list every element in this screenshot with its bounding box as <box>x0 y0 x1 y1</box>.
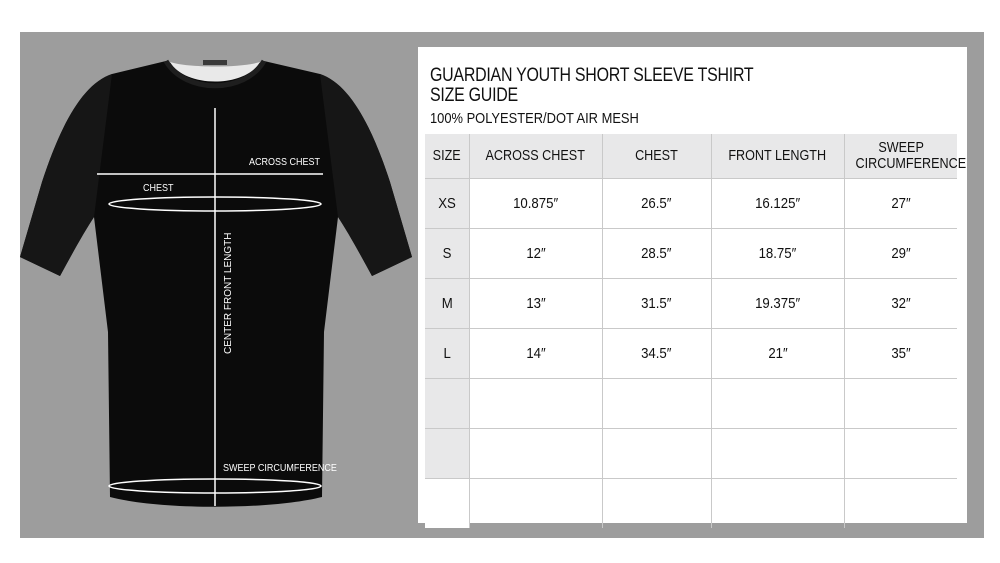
header-chest: CHEST <box>602 134 711 179</box>
front-length-cell: 18.75″ <box>711 229 844 279</box>
sweep-cell: 29″ <box>844 229 957 279</box>
guide-title-line2: SIZE GUIDE <box>430 85 518 106</box>
tshirt-diagram <box>20 32 416 538</box>
chest-cell: 31.5″ <box>602 279 711 329</box>
size-cell: L <box>425 329 469 379</box>
sweep-cell: 27″ <box>844 179 957 229</box>
chest-cell: 34.5″ <box>602 329 711 379</box>
sweep-cell <box>844 429 957 479</box>
size-cell <box>425 379 469 429</box>
chest-cell <box>602 429 711 479</box>
across-chest-cell <box>469 479 602 529</box>
front-length-cell <box>711 429 844 479</box>
table-row <box>425 329 957 379</box>
tshirt-illustration <box>20 32 416 538</box>
guide-title-line1: GUARDIAN YOUTH SHORT SLEEVE TSHIRT <box>430 65 754 86</box>
chest-cell: 26.5″ <box>602 179 711 229</box>
across-chest-cell: 12″ <box>469 229 602 279</box>
across-chest-cell: 13″ <box>469 279 602 329</box>
table-row <box>425 379 957 429</box>
table-row <box>425 229 957 279</box>
header-sweep-circumference: SWEEP CIRCUMFERENCE <box>844 134 957 179</box>
table-header-row <box>425 134 957 179</box>
across-chest-cell <box>469 379 602 429</box>
table-row <box>425 429 957 479</box>
chest-cell: 28.5″ <box>602 229 711 279</box>
header-front-length: FRONT LENGTH <box>711 134 844 179</box>
sweep-cell <box>844 479 957 529</box>
chest-cell <box>602 379 711 429</box>
size-cell: S <box>425 229 469 279</box>
front-length-cell <box>711 479 844 529</box>
center-front-length-label: CENTER FRONT LENGTH <box>223 232 234 354</box>
size-cell <box>425 429 469 479</box>
across-chest-cell: 14″ <box>469 329 602 379</box>
front-length-cell: 19.375″ <box>711 279 844 329</box>
across-chest-cell <box>469 429 602 479</box>
size-guide-panel <box>418 47 967 523</box>
front-length-cell: 16.125″ <box>711 179 844 229</box>
front-length-cell: 21″ <box>711 329 844 379</box>
sweep-cell: 32″ <box>844 279 957 329</box>
sweep-cell <box>844 379 957 429</box>
size-table <box>425 134 966 528</box>
across-chest-cell: 10.875″ <box>469 179 602 229</box>
size-cell <box>425 479 469 529</box>
guide-subtitle: 100% POLYESTER/DOT AIR MESH <box>430 110 639 127</box>
table-row <box>425 279 957 329</box>
across-chest-label: ACROSS CHEST <box>249 157 321 168</box>
header-across-chest: ACROSS CHEST <box>469 134 602 179</box>
table-row <box>425 179 957 229</box>
guide-title <box>430 66 753 106</box>
size-cell: M <box>425 279 469 329</box>
chest-label: CHEST <box>143 183 174 194</box>
front-length-cell <box>711 379 844 429</box>
sweep-circumference-label: SWEEP CIRCUMFERENCE <box>223 463 337 474</box>
chest-cell <box>602 479 711 529</box>
table-row <box>425 479 957 529</box>
size-cell: XS <box>425 179 469 229</box>
header-size: SIZE <box>425 134 469 179</box>
brand-tag <box>203 60 227 65</box>
sweep-cell: 35″ <box>844 329 957 379</box>
